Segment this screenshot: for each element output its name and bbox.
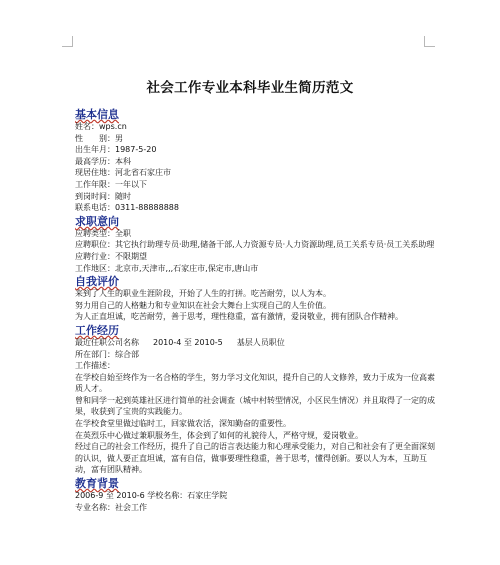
work-department: 所在部门：综合部 [75, 349, 139, 359]
field-phone: 联系电话：0311-88888888 [75, 203, 179, 213]
intent-position: 应聘职位：其它执行助理专员·助理,储备干部,人力资源专员·人力资源助理,员工关系专员·员工关系助理 [75, 240, 435, 250]
work-desc-paragraph: 在英烈乐中心做过兼职服务生，体会到了如何的礼貌待人，严格守规，爱岗敬业。 [75, 430, 363, 440]
work-period-line: 最近任职公司名称 2010-4 至 2010-5 基层人员职位 [75, 337, 285, 347]
section-heading-work: 工作经历 [75, 323, 119, 337]
document-title: 社会工作专业本科毕业生简历范文 [146, 80, 354, 96]
work-desc-paragraph: 在学校食堂里做过临时工，回家做农活，深知勤奋的重要性。 [75, 419, 291, 429]
work-desc-paragraph: 经过自己的社会工作经历，提升了自己的语言表达能力和心理承受能力，对自己和社会有了更全面深刻的认识，做人要正直坦诚，富有自信，做事要理性稳重，善于思考，懂得创新。要以人为本，互助互动，富有团队精神。 [75, 442, 435, 475]
field-education: 最高学历：本科 [75, 156, 131, 166]
education-school: 2006-9 至 2010-6 学校名称：石家庄学院 [75, 491, 228, 501]
section-heading-self-eval: 自我评价 [75, 275, 119, 289]
intent-industry: 应聘行业：不限期望 [75, 251, 147, 261]
field-gender: 性 别：男 [75, 133, 123, 143]
section-heading-basic-info: 基本信息 [75, 108, 119, 121]
crop-mark-top-right [424, 36, 435, 47]
field-residence: 现居住地：河北省石家庄市 [75, 168, 171, 178]
field-name: 姓名：wps.cn [75, 122, 127, 131]
field-birth: 出生年月：1987-5-20 [75, 145, 157, 155]
education-major: 专业名称：社会工作 [75, 502, 147, 512]
field-work-years: 工作年限：一年以下 [75, 179, 147, 189]
intent-type: 应聘类型：全职 [75, 228, 131, 238]
work-desc-paragraph: 在学校自始至终作为一名合格的学生，努力学习文化知识，提升自己的人文修养，致力于成为一位高素质人才。 [75, 372, 435, 394]
self-eval-line: 为人正直坦诚，吃苦耐劳，善于思考，理性稳重，富有激情，爱岗敬业，拥有团队合作精神。 [75, 312, 403, 322]
self-eval-line: 努力用自己的人格魅力和专业知识在社会大舞台上实现自己的人生价值。 [75, 300, 331, 310]
section-heading-job-intent: 求职意向 [75, 214, 119, 228]
crop-mark-top-left [62, 36, 73, 47]
self-eval-line: 来到了人生的职业生涯阶段，开始了人生的打拼。吃苦耐劳，以人为本。 [75, 289, 331, 299]
field-start-time: 到岗时间：随时 [75, 191, 131, 201]
work-desc-label: 工作描述： [75, 361, 115, 371]
section-heading-education: 教育背景 [75, 477, 119, 491]
work-desc-paragraph: 曾和同学一起到英雄社区进行简单的社会调查（城中村转型情况，小区民生情况）并且取得了一定的成果，收获到了宝贵的实践能力。 [75, 395, 435, 417]
document-body [75, 107, 435, 513]
intent-area: 工作地区：北京市,天津市,,,石家庄市,保定市,唐山市 [75, 263, 259, 273]
